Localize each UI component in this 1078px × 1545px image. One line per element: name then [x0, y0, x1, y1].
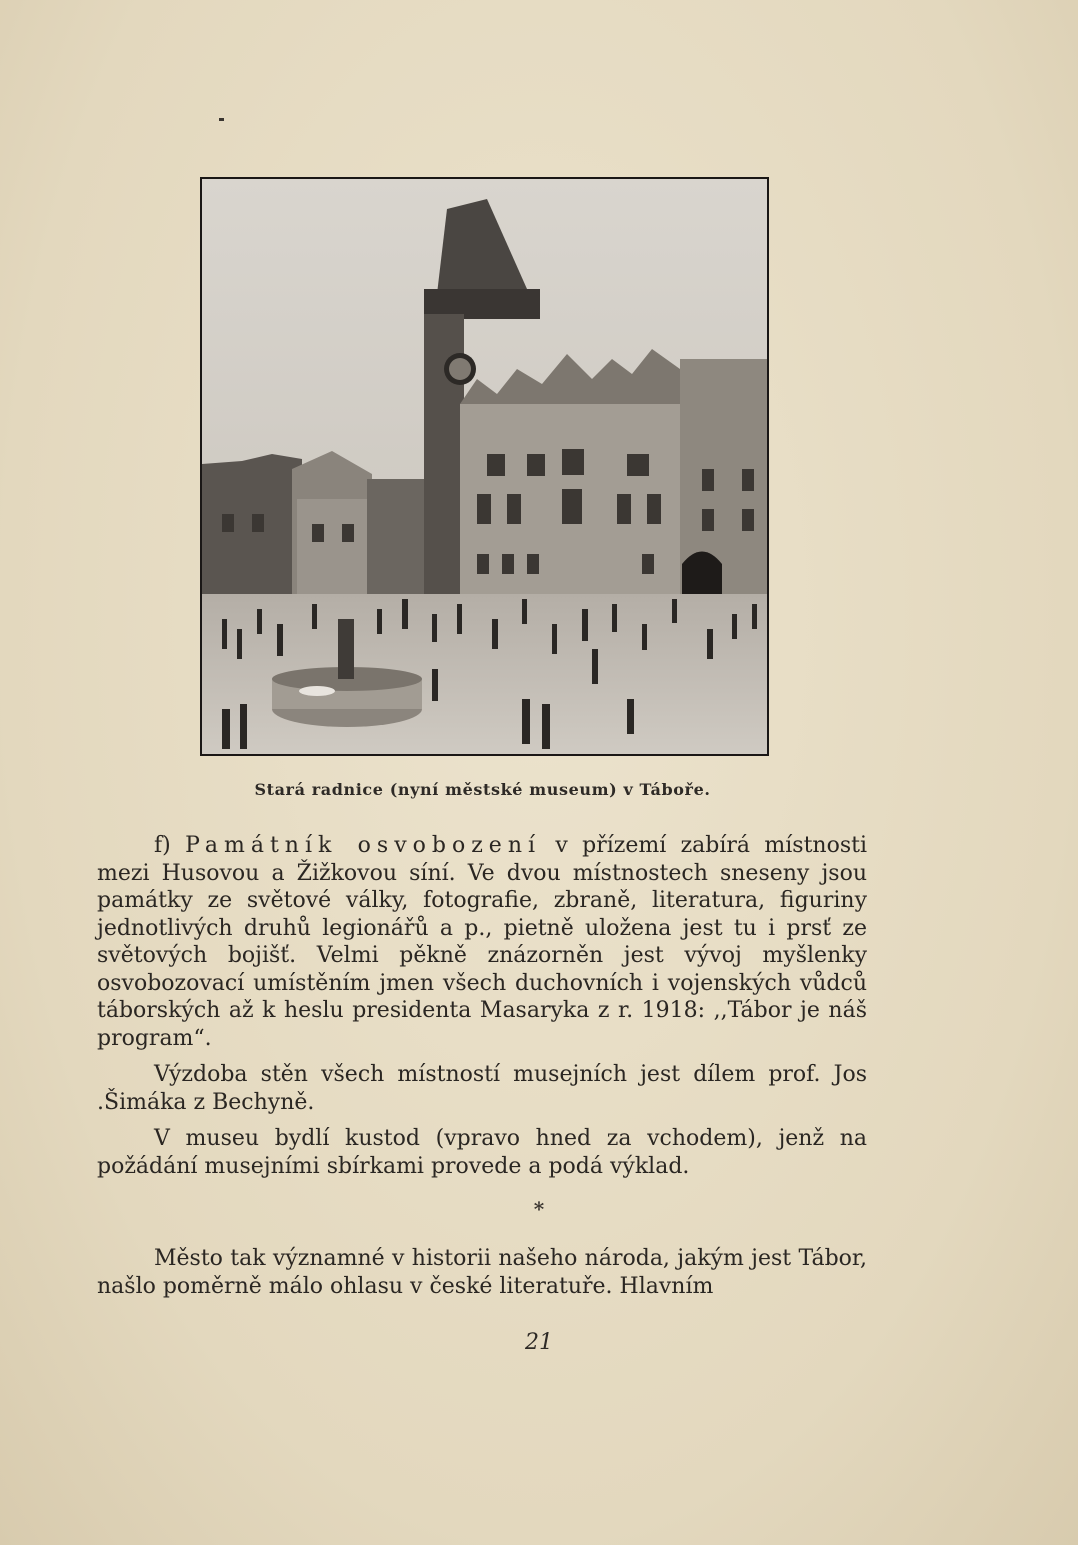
paragraph-memorial [97, 832, 867, 1052]
ink-speck [219, 118, 224, 121]
memorial-heading: Památník osvobození [185, 833, 542, 858]
paragraph-custodian: V museu bydlí kustod (vpravo hned za vchodem), jenž na požádání musejními sbírkami provede a podá výklad. [97, 1126, 867, 1179]
paragraph-memorial-text: v přízemí zabírá místnosti mezi Husovou a Žižkovou síní. Ve dvou místnostech sneseny jsou památky ze světové války, fotografie, zbraně, literatura, figuriny jednotlivých druhů legionářů a p., pietně uložena jest tu i prsť ze světových bojišť. Velmi pěkně znázorněn jest vývoj myšlenky osvobozovací umístěním jmen všech duchovních i vojenských vůdců táborských až k heslu presidenta Masaryka z r. 1918: ,,Tábor je náš program“. [97, 833, 867, 1051]
body-text [97, 832, 867, 1189]
paragraph-prefix: f) [154, 833, 186, 858]
paragraph-decoration: Výzdoba stěn všech místností musejních jest dílem prof. Jos .Šimáka z Bechyně. [97, 1062, 867, 1115]
section-separator: * [533, 1197, 545, 1221]
page-number: 21 [525, 1330, 553, 1355]
photo-caption: Stará radnice (nyní městské museum) v Táboře. [254, 780, 711, 799]
town-hall-photo [200, 177, 769, 756]
paragraph-literature: Město tak významné v historii našeho národa, jakým jest Tábor, našlo poměrně málo ohlasu v české literatuře. Hlavním [97, 1246, 867, 1299]
town-hall-illustration [202, 179, 767, 754]
final-paragraph [97, 1245, 867, 1300]
